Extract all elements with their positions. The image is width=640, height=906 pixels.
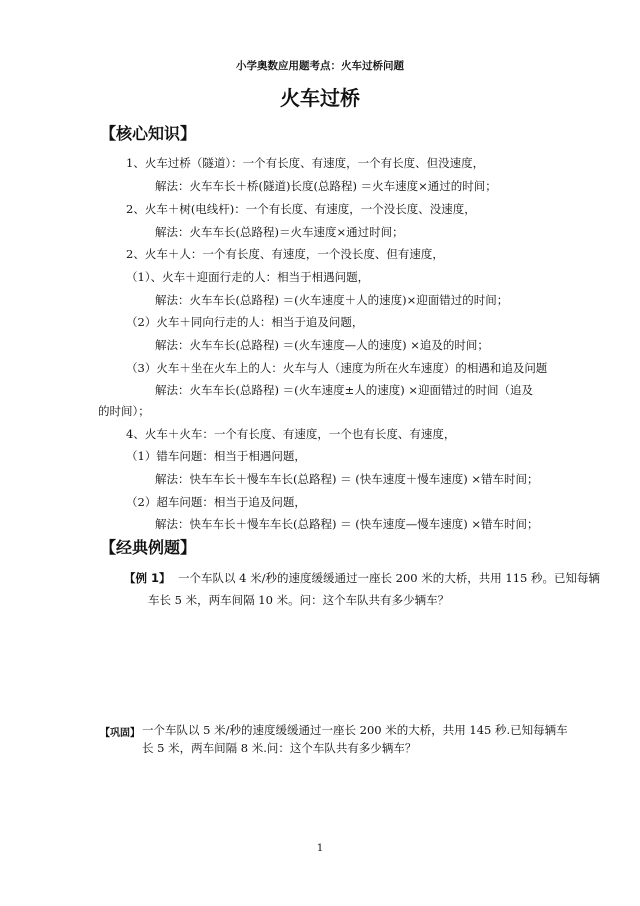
page-title: 火车过桥 — [280, 86, 360, 110]
page-number: 1 — [316, 843, 324, 854]
section-heading-knowledge: 【核心知识】 — [100, 124, 197, 143]
example-label: 【例 1】 — [124, 571, 171, 585]
knowledge-line: 2、火车＋人：一个有长度、有速度，一个没长度、但有速度， — [126, 247, 444, 261]
document-header: 小学奥数应用题考点：火车过桥问题 — [236, 60, 404, 72]
knowledge-line: 2、火车＋树(电线杆)：一个有长度、有速度，一个没长度、没速度， — [126, 202, 476, 216]
knowledge-line: 解法：火车车长(总路程) ＝(火车速度±人的速度) ×迎面错过的时间（追及 — [155, 383, 534, 397]
knowledge-line: （3）火车＋坐在火车上的人：火车与人（速度为所在火车速度）的相遇和追及问题 — [126, 361, 548, 375]
section-heading-examples: 【经典例题】 — [100, 538, 197, 557]
knowledge-line: （2）火车＋同向行走的人：相当于追及问题， — [126, 315, 364, 329]
example-text-line: 车长 5 米，两车间隔 10 米。问：这个车队共有多少辆车？ — [148, 593, 450, 607]
knowledge-line: 解法：火车车长(总路程) ＝(火车速度＋人的速度)×迎面错过的时间； — [155, 293, 509, 307]
knowledge-line: 1、火车过桥（隧道）：一个有长度、有速度，一个有长度、但没速度， — [126, 156, 485, 170]
example-text-line: 一个车队以 4 米/秒的速度缓缓通过一座长 200 米的大桥，共用 115 秒。已知每辆 — [178, 571, 601, 585]
knowledge-line: 4、火车＋火车：一个有长度、有速度，一个也有长度、有速度， — [126, 427, 456, 441]
knowledge-line: 解法：火车车长(总路程) ＝(火车速度—人的速度) ×追及的时间； — [155, 338, 489, 352]
knowledge-line: 解法：快车车长＋慢车车长(总路程) ＝ (快车速度—慢车速度) ×错车时间； — [155, 517, 539, 531]
knowledge-line: （2）超车问题：相当于追及问题， — [126, 495, 306, 509]
practice-text-line: 长 5 米，两车间隔 8 米.问：这个车队共有多少辆车？ — [142, 741, 417, 755]
practice-text-line: 一个车队以 5 米/秒的速度缓缓通过一座长 200 米的大桥，共用 145 秒.已知每辆车 — [142, 723, 568, 737]
knowledge-line: 解法：火车车长(总路程)＝火车速度×通过时间； — [155, 225, 404, 239]
knowledge-line: （1）错车问题：相当于相遇问题， — [126, 449, 306, 463]
practice-label: 【巩固】 — [100, 728, 140, 739]
knowledge-line: 的时间）； — [98, 404, 150, 418]
knowledge-line: 解法：快车车长＋慢车车长(总路程) ＝ (快车速度＋慢车速度) ×错车时间； — [155, 472, 539, 486]
knowledge-line: （1）、火车＋迎面行走的人：相当于相遇问题， — [126, 270, 370, 284]
knowledge-line: 解法：火车车长＋桥(隧道)长度(总路程) ＝火车速度×通过的时间； — [155, 179, 497, 193]
